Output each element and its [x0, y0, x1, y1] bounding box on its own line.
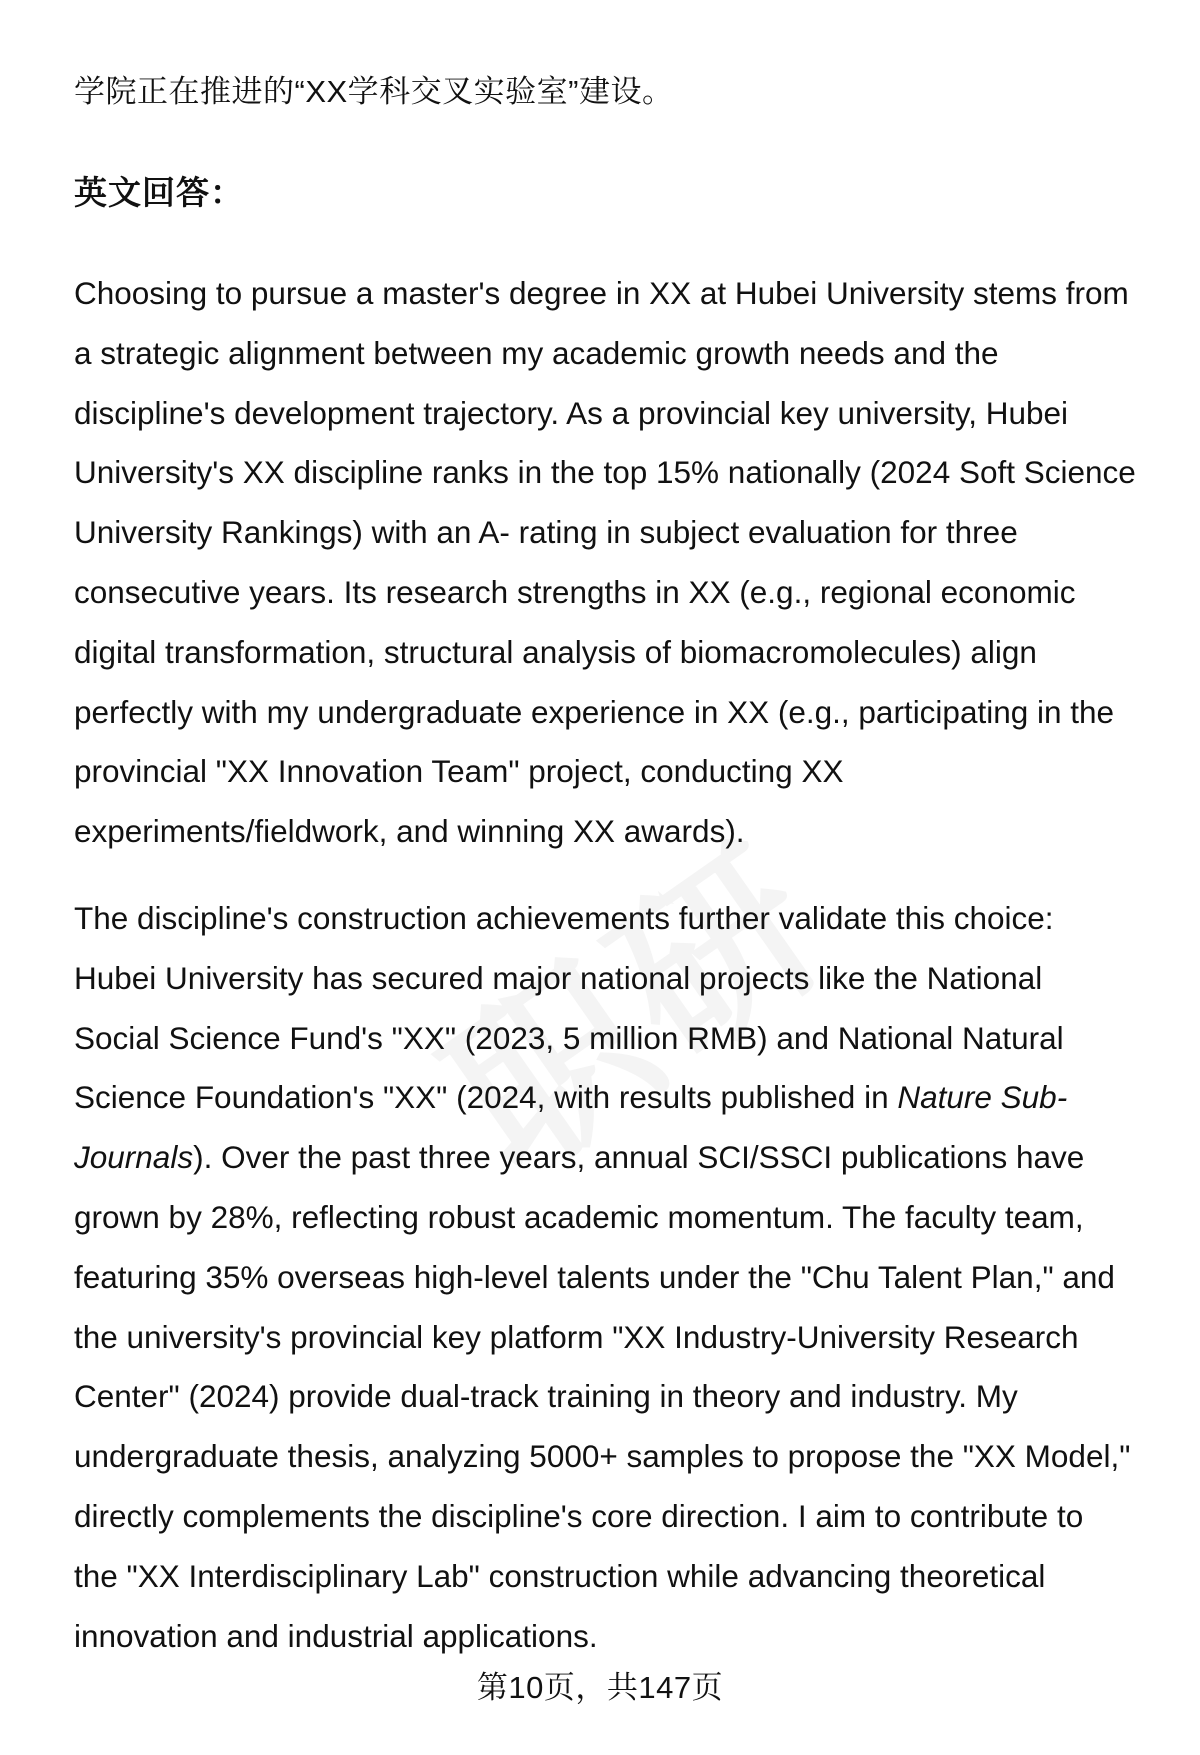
paragraph-line: grown by 28%, reflecting robust academic momentum. The faculty team, — [74, 1198, 1084, 1235]
paragraph-line: the university's provincial key platform "XX Industry-University Research — [74, 1318, 1079, 1355]
paragraph-line: discipline's development trajectory. As a provincial key university, Hubei — [74, 394, 1069, 431]
italic-journal-name: Nature Sub- — [897, 1079, 1068, 1116]
paragraph-line: The discipline's construction achievements further validate this choice: — [74, 900, 1054, 936]
paragraph-line: perfectly with my undergraduate experience in XX (e.g., participating in the — [74, 693, 1115, 730]
paragraph-1 — [74, 264, 1159, 862]
paragraph-line: directly complements the discipline's core direction. I aim to contribute to — [74, 1497, 1084, 1534]
paragraph-line: undergraduate thesis, analyzing 5000+ samples to propose the "XX Model," — [74, 1438, 1131, 1475]
line-text: Science Foundation's "XX" (2024, with results published in — [74, 1079, 898, 1116]
paragraph-line — [74, 1068, 1159, 1128]
paragraph-line: experiments/fieldwork, and winning XX awards). — [74, 813, 745, 850]
paragraph-line: digital transformation, structural analysis of biomacromolecules) align — [74, 633, 1037, 670]
paragraph-line: Choosing to pursue a master's degree in XX at Hubei University stems from — [74, 275, 1129, 311]
paragraph-line: University Rankings) with an A- rating in subject evaluation for three — [74, 514, 1018, 551]
line-text: ). Over the past three years, annual SCI/SSCI publications have — [193, 1139, 1085, 1176]
paragraph-line: Social Science Fund's "XX" (2023, 5 million RMB) and National Natural — [74, 1019, 1064, 1056]
paragraph-line: featuring 35% overseas high-level talents under the "Chu Talent Plan," and — [74, 1258, 1115, 1295]
paragraph-line: provincial "XX Innovation Team" project, conducting XX — [74, 753, 844, 790]
paragraph-line: a strategic alignment between my academic growth needs and the — [74, 334, 999, 371]
paragraph-line: Center" (2024) provide dual-track training in theory and industry. My — [74, 1378, 1018, 1415]
section-heading: 英文回答： — [74, 174, 244, 211]
paragraph-line: innovation and industrial applications. — [74, 1617, 598, 1654]
document-page — [74, 0, 1154, 1755]
chinese-text-line: 学院正在推进的“XX学科交叉实验室”建设。 — [74, 74, 674, 109]
paragraph-line: consecutive years. Its research strengths in XX (e.g., regional economic — [74, 573, 1076, 610]
page-number: 第10页，共147页 — [476, 1670, 724, 1705]
paragraph-line — [74, 1128, 1159, 1188]
paragraph-line: Hubei University has secured major national projects like the National — [74, 959, 1043, 996]
italic-journal-name: Journals — [74, 1139, 194, 1176]
paragraph-2 — [74, 889, 1159, 1666]
paragraph-line: the "XX Interdisciplinary Lab" construction while advancing theoretical — [74, 1557, 1046, 1594]
paragraph-line: University's XX discipline ranks in the top 15% nationally (2024 Soft Science — [74, 454, 1136, 491]
